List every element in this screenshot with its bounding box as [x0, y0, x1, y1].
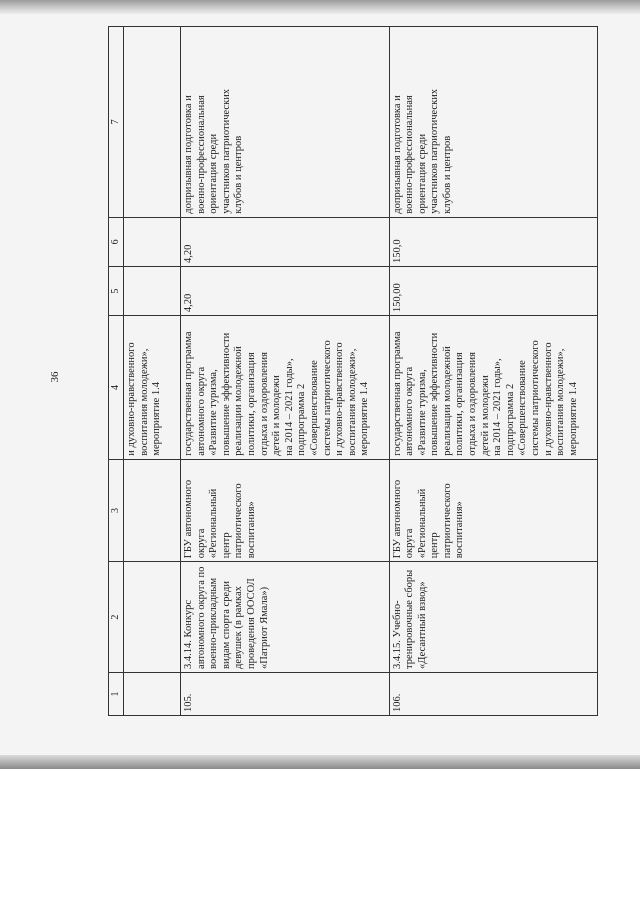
program-cell: и духовно-нравственного воспитания молодежи», мероприятие 1.4: [124, 316, 181, 460]
continuation-row: [124, 27, 181, 716]
table-cell: [124, 266, 181, 315]
header-cell: 4: [109, 316, 124, 460]
executor-cell: ГБУ автономного округа «Региональный центр патриотического воспитания»: [389, 459, 598, 562]
table-row: [181, 27, 390, 716]
result-cell: допризывная подготовка и военно-профессиональная ориентация среди участников патриотических клубов и центров: [389, 27, 598, 218]
header-cell: 7: [109, 27, 124, 218]
table-cell: [124, 217, 181, 266]
scan-bottom-shadow: [0, 755, 640, 769]
header-cell: 5: [109, 266, 124, 315]
event-cell: 3.4.14. Конкурс автономного округа по военно-прикладным видам спорта среди девушек (в рамках проведения ООСОЛ «Патриот Ямала»): [181, 562, 390, 673]
program-cell: государственная программа автономного округа «Развитие туризма, повышение эффективности реализации молодежной политики, организация отдыха и оздоровления детей и молодежи на 2014 – 2021 годы», подпрограмма 2 «Совершенствование системы патриотического и духовно-нравственного воспитания молодежи», мероприятие 1.4: [389, 316, 598, 460]
amount-cell: 4,20: [181, 217, 390, 266]
header-cell: 3: [109, 459, 124, 562]
row-number: 106.: [389, 672, 598, 715]
amount-cell: 150,0: [389, 217, 598, 266]
amount-cell: 4,20: [181, 266, 390, 315]
rotated-table: [108, 26, 598, 716]
table-row: [389, 27, 598, 716]
table-cell: [124, 27, 181, 218]
page-number: 36: [49, 371, 61, 383]
header-cell: 2: [109, 562, 124, 673]
event-cell: 3.4.15. Учебно- тренировочные сборы «Десантный взвод»: [389, 562, 598, 673]
row-number: 105.: [181, 672, 390, 715]
amount-cell: 150,00: [389, 266, 598, 315]
table-cell: [124, 459, 181, 562]
events-table: [108, 26, 598, 716]
table-cell: [124, 672, 181, 715]
result-cell: допризывная подготовка и военно-профессиональная ориентация среди участников патриотических клубов и центров: [181, 27, 390, 218]
executor-cell: ГБУ автономного округа «Региональный центр патриотического воспитания»: [181, 459, 390, 562]
scan-top-shadow: [0, 0, 640, 14]
table-cell: [124, 562, 181, 673]
table-header-row: [109, 27, 124, 716]
header-cell: 1: [109, 672, 124, 715]
header-cell: 6: [109, 217, 124, 266]
program-cell: государственная программа автономного округа «Развитие туризма, повышение эффективности реализации молодежной политики, организация отдыха и оздоровления детей и молодежи на 2014 – 2021 годы», подпрограмма 2 «Совершенствование системы патриотического и духовно-нравственного воспитания молодежи», мероприятие 1.4: [181, 316, 390, 460]
